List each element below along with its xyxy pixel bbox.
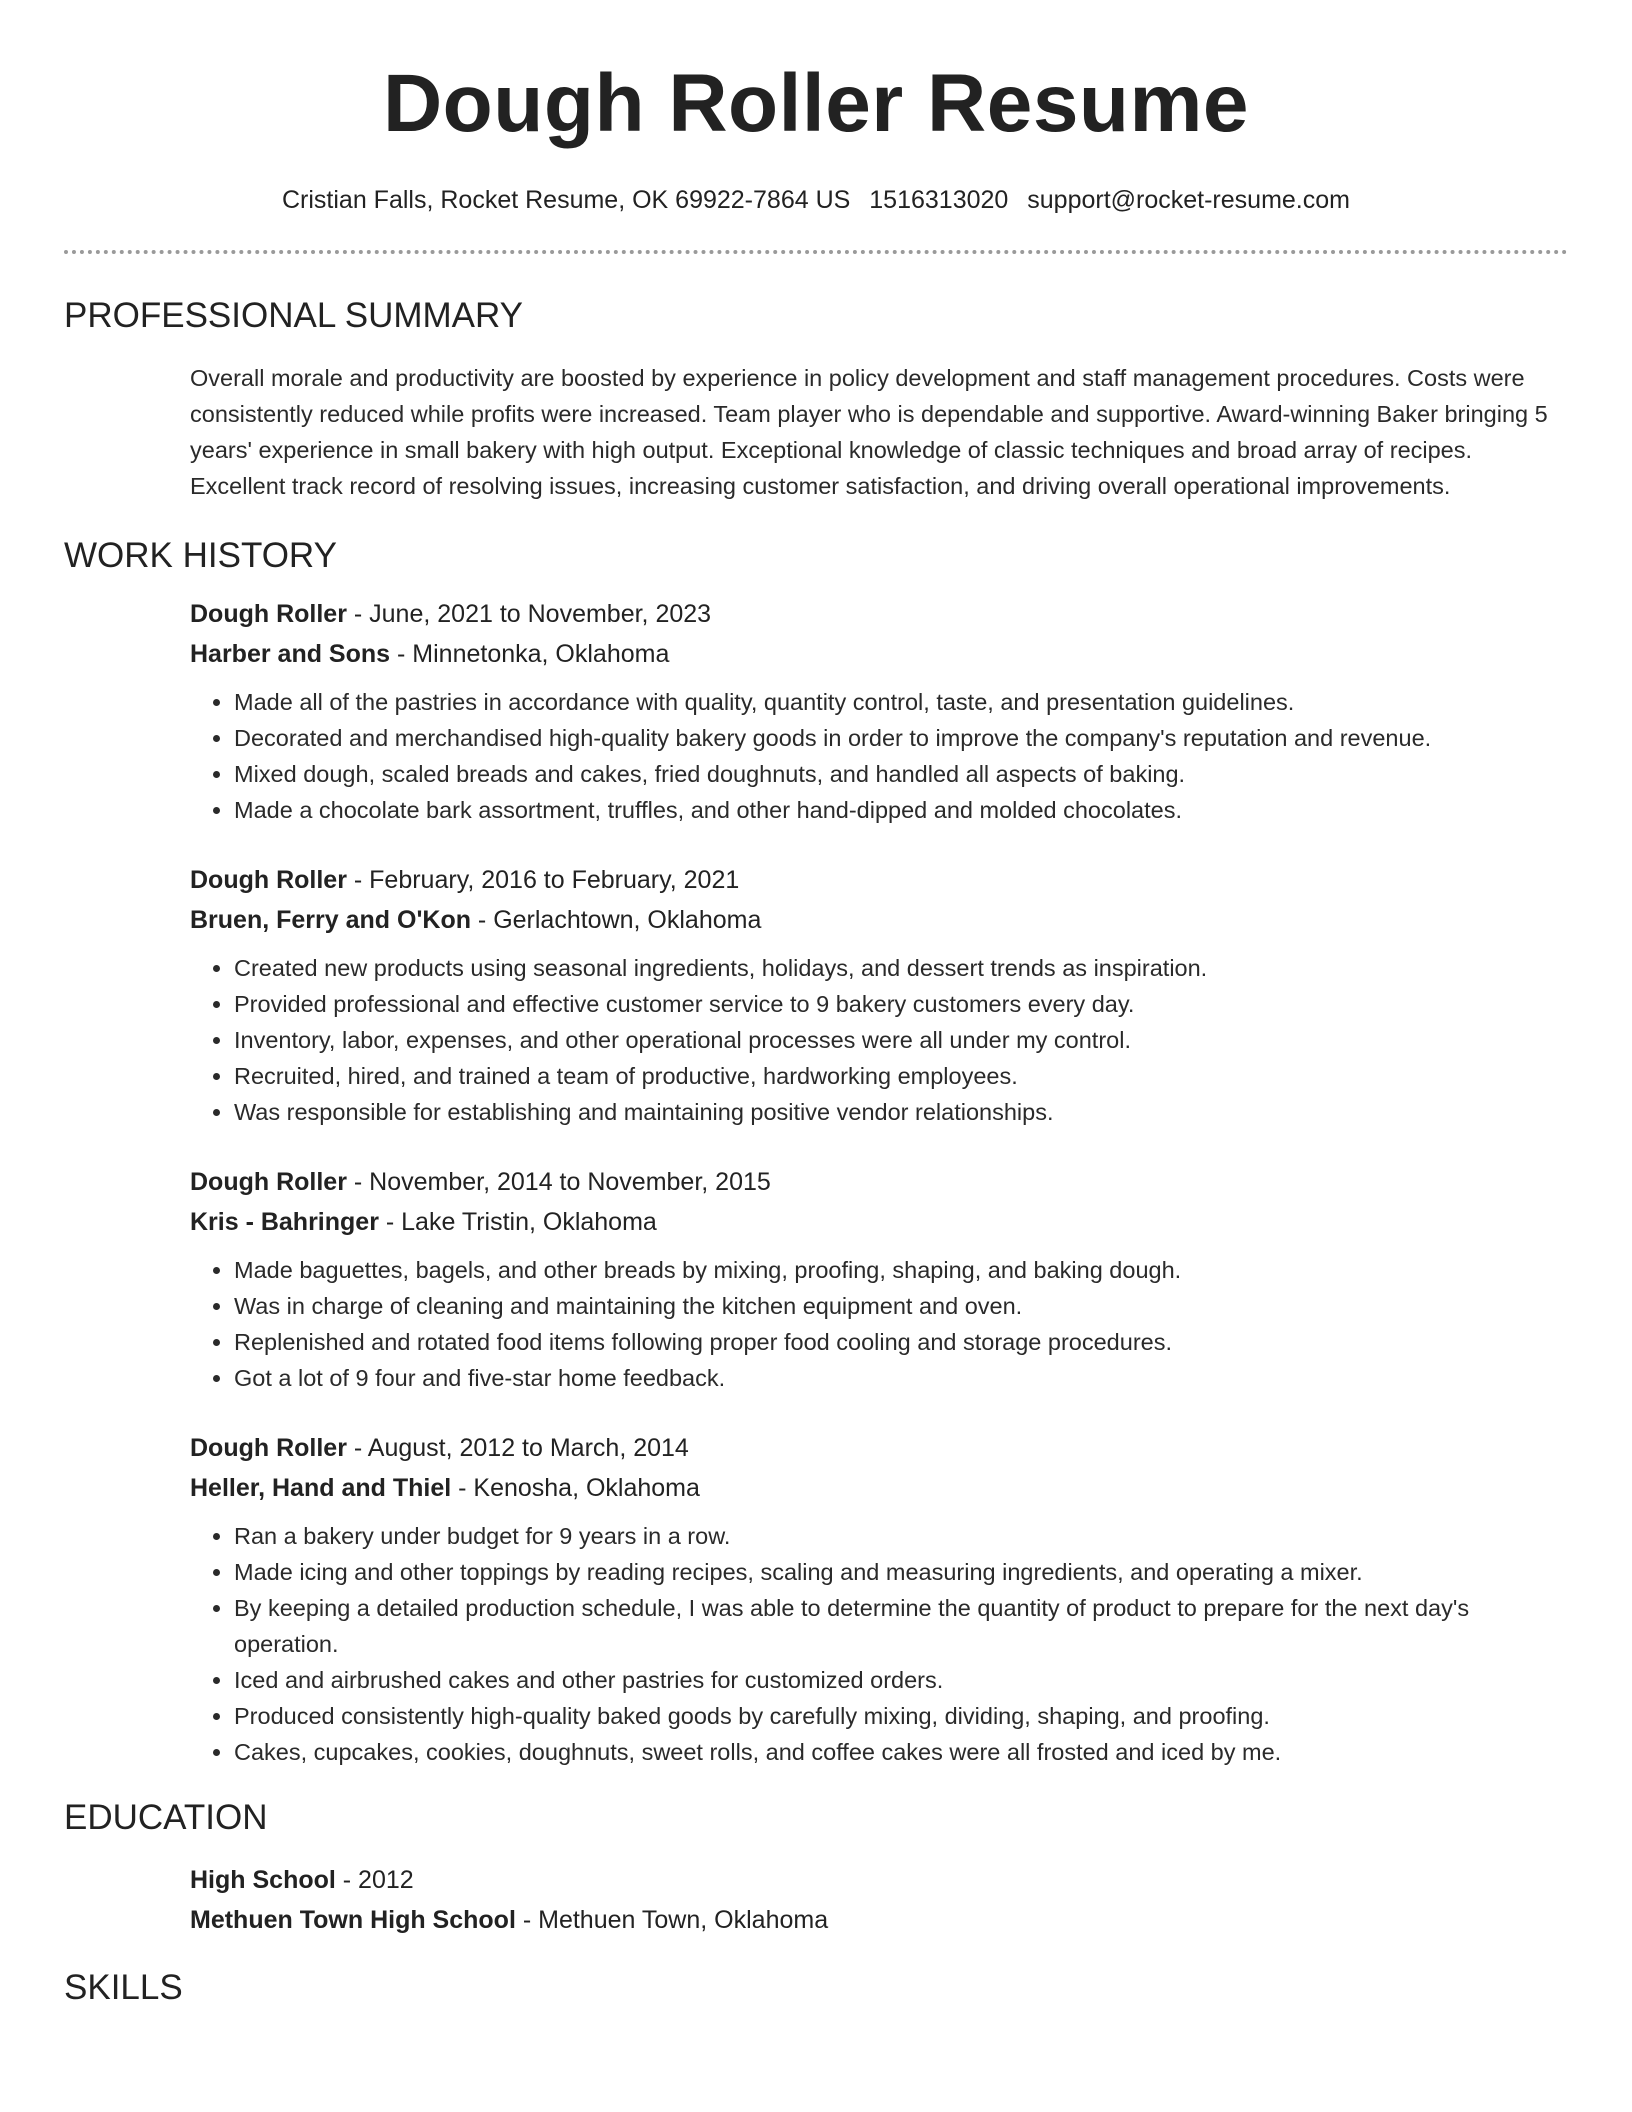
education-section xyxy=(64,1796,1568,1940)
education-heading: EDUCATION xyxy=(64,1798,268,1837)
work-history-heading: WORK HISTORY xyxy=(64,536,337,575)
job-bullets xyxy=(190,950,1568,1130)
job-bullets xyxy=(190,1518,1568,1770)
education-entry xyxy=(190,1860,1568,1940)
list-item: • Made all of the pastries in accordance with quality, quantity control, taste, and presentation guidelines. xyxy=(234,684,1568,720)
job-title: Dough Roller xyxy=(190,600,347,628)
job-entry xyxy=(190,1162,1568,1396)
job-title-line xyxy=(190,860,1568,900)
summary-text: Overall morale and productivity are boosted by experience in policy development and staff management procedures. Costs were consistently reduced while profits were increased. Team player who is dependable and supportive. Award-winning Baker bringing 5 years' experience in small bakery with high output. Exceptional knowledge of classic techniques and broad array of recipes. Excellent track record of resolving issues, increasing customer satisfaction, and driving overall operational improvements. xyxy=(190,365,1548,499)
job-dates: - August, 2012 to March, 2014 xyxy=(346,1434,689,1462)
list-item: • Made a chocolate bark assortment, truffles, and other hand-dipped and molded chocolates. xyxy=(234,792,1568,828)
education-year: - 2012 xyxy=(335,1866,414,1894)
job-bullets xyxy=(190,684,1568,828)
job-title-line xyxy=(190,1428,1568,1468)
job-company-line xyxy=(190,634,1568,674)
resume-title: Dough Roller Resume xyxy=(382,58,1250,149)
list-item: • Mixed dough, scaled breads and cakes, fried doughnuts, and handled all aspects of baking. xyxy=(234,756,1568,792)
job-title: Dough Roller xyxy=(190,866,347,894)
job-location: - Minnetonka, Oklahoma xyxy=(390,640,670,668)
education-location: - Methuen Town, Oklahoma xyxy=(515,1906,829,1934)
skills-heading: SKILLS xyxy=(64,1968,183,2007)
job-company-line xyxy=(190,1202,1568,1242)
job-company: Kris - Bahringer xyxy=(190,1208,379,1236)
list-item: • Iced and airbrushed cakes and other pastries for customized orders. xyxy=(234,1662,1568,1698)
job-company: Bruen, Ferry and O'Kon xyxy=(190,906,471,934)
job-location: - Gerlachtown, Oklahoma xyxy=(470,906,762,934)
job-title-line xyxy=(190,594,1568,634)
job-dates: - November, 2014 to November, 2015 xyxy=(346,1168,771,1196)
job-company-line xyxy=(190,900,1568,940)
list-item: • Made baguettes, bagels, and other breads by mixing, proofing, shaping, and baking dough. xyxy=(234,1252,1568,1288)
job-entry xyxy=(190,1428,1568,1770)
list-item: • Got a lot of 9 four and five-star home feedback. xyxy=(234,1360,1568,1396)
list-item: • Produced consistently high-quality baked goods by carefully mixing, dividing, shaping, and proofing. xyxy=(234,1698,1568,1734)
education-school: Methuen Town High School xyxy=(190,1906,516,1934)
contact-address: Cristian Falls, Rocket Resume, OK 69922-7864 US xyxy=(282,186,851,214)
job-entry xyxy=(190,594,1568,828)
list-item: • Provided professional and effective customer service to 9 bakery customers every day. xyxy=(234,986,1568,1022)
contact-phone: 1516313020 xyxy=(869,186,1009,214)
resume-header xyxy=(64,0,1568,254)
education-degree: High School xyxy=(190,1866,336,1894)
job-company: Heller, Hand and Thiel xyxy=(190,1474,452,1502)
job-bullets xyxy=(190,1252,1568,1396)
education-school-line xyxy=(190,1900,1568,1940)
list-item: • By keeping a detailed production schedule, I was able to determine the quantity of product to prepare for the next day's operation. xyxy=(234,1590,1568,1662)
list-item: • Was in charge of cleaning and maintaining the kitchen equipment and oven. xyxy=(234,1288,1568,1324)
job-dates: - February, 2016 to February, 2021 xyxy=(346,866,740,894)
contact-line xyxy=(64,184,1568,216)
list-item: • Inventory, labor, expenses, and other operational processes were all under my control. xyxy=(234,1022,1568,1058)
list-item: • Cakes, cupcakes, cookies, doughnuts, sweet rolls, and coffee cakes were all frosted and iced by me. xyxy=(234,1734,1568,1770)
list-item: • Ran a bakery under budget for 9 years in a row. xyxy=(234,1518,1568,1554)
job-title: Dough Roller xyxy=(190,1434,347,1462)
job-title: Dough Roller xyxy=(190,1168,347,1196)
job-company-line xyxy=(190,1468,1568,1508)
job-location: - Kenosha, Oklahoma xyxy=(451,1474,700,1502)
list-item: • Was responsible for establishing and maintaining positive vendor relationships. xyxy=(234,1094,1568,1130)
list-item: • Decorated and merchandised high-quality bakery goods in order to improve the company's reputation and revenue. xyxy=(234,720,1568,756)
summary-heading: PROFESSIONAL SUMMARY xyxy=(64,296,523,335)
summary-section xyxy=(64,294,1568,504)
job-dates: - June, 2021 to November, 2023 xyxy=(346,600,712,628)
job-company: Harber and Sons xyxy=(190,640,391,668)
list-item: • Created new products using seasonal ingredients, holidays, and dessert trends as inspiration. xyxy=(234,950,1568,986)
list-item: • Recruited, hired, and trained a team of productive, hardworking employees. xyxy=(234,1058,1568,1094)
work-history-section xyxy=(64,534,1568,1770)
education-degree-line xyxy=(190,1860,1568,1900)
list-item: • Made icing and other toppings by reading recipes, scaling and measuring ingredients, and operating a mixer. xyxy=(234,1554,1568,1590)
header-divider xyxy=(64,250,1568,254)
skills-section xyxy=(64,1966,1568,2010)
job-entry xyxy=(190,860,1568,1130)
contact-email[interactable]: support@rocket-resume.com xyxy=(1027,186,1350,214)
job-location: - Lake Tristin, Oklahoma xyxy=(378,1208,657,1236)
job-title-line xyxy=(190,1162,1568,1202)
list-item: • Replenished and rotated food items following proper food cooling and storage procedures. xyxy=(234,1324,1568,1360)
